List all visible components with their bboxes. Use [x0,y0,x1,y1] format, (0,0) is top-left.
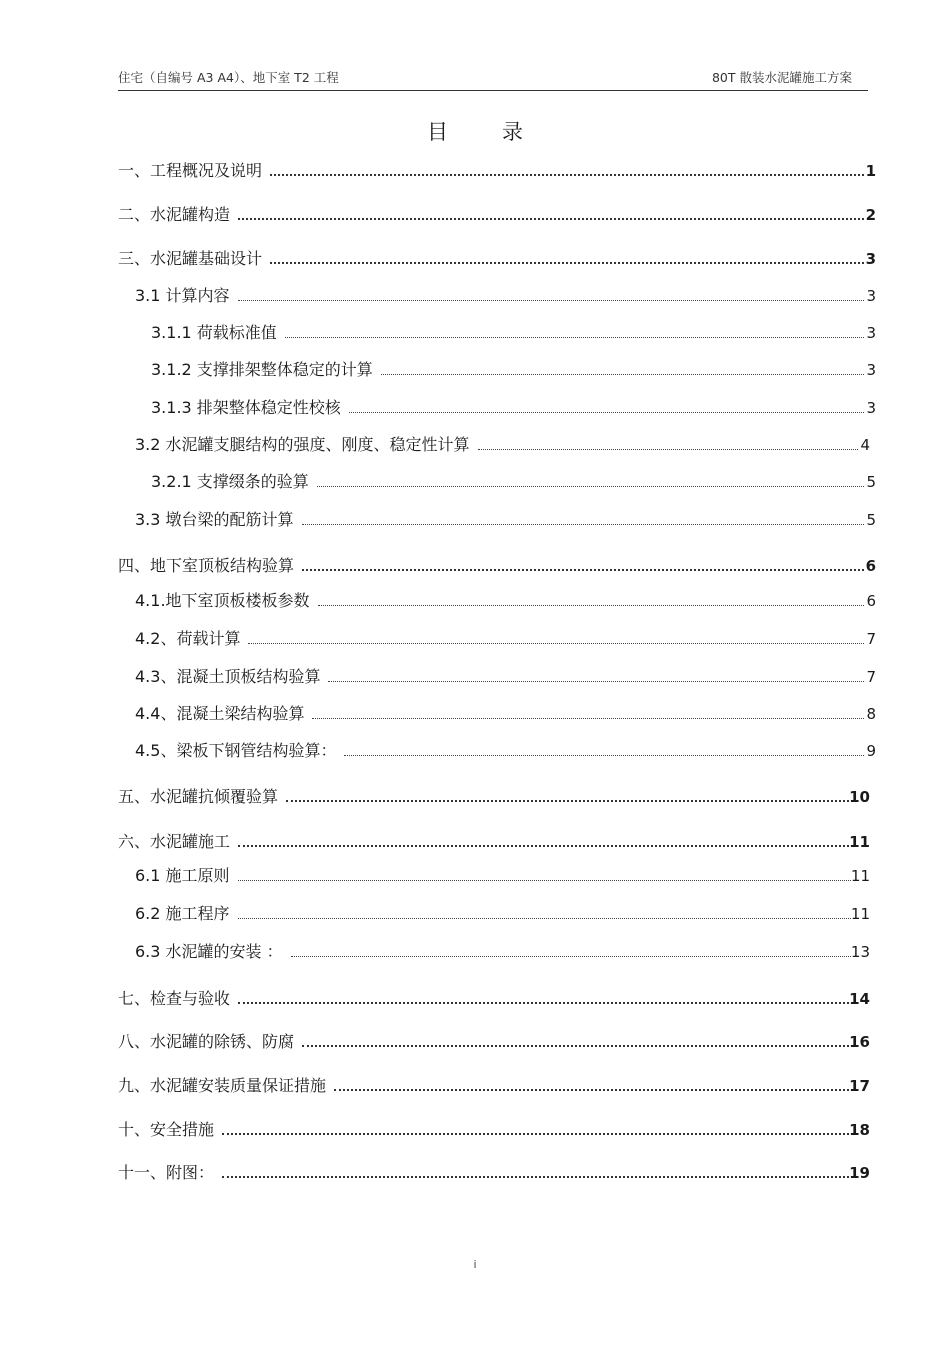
toc-entry[interactable] [118,1028,870,1052]
toc-entry-page: 18 [849,1121,870,1139]
toc-entry-label: 4.2、荷载计算 [135,629,241,648]
toc-entry[interactable] [135,700,876,724]
toc-entry-label: 五、水泥罐抗倾覆验算 [118,787,279,806]
toc-entry[interactable] [151,319,876,343]
toc-entry-label: 6.2 施工程序 [135,904,230,923]
toc-entry-page: 16 [849,1033,870,1051]
toc-entry[interactable] [118,1159,870,1183]
toc-entry[interactable] [135,625,876,649]
toc-entry-label: 3.3 墩台梁的配筋计算 [135,510,294,529]
toc-entry[interactable] [135,862,870,886]
toc-entry-label: 七、检查与验收 [118,989,231,1008]
toc-entry-label: 6.3 水泥罐的安装 ： [135,942,283,961]
toc-entry-page: 11 [849,833,870,851]
toc-entry[interactable] [118,245,876,269]
toc-entry-page: 14 [849,990,870,1008]
toc-entry-label: 3.2.1 支撑缀条的验算 [151,472,309,491]
toc-entry[interactable] [118,157,876,181]
toc-entry-label: 3.1.2 支撑排架整体稳定的计算 [151,360,373,379]
toc-entry-label: 3.1.1 荷载标准值 [151,323,277,342]
toc-entry-page: 9 [866,742,876,760]
toc-entry-page: 17 [849,1077,870,1095]
toc-entry-label: 6.1 施工原则 [135,866,230,885]
toc-entry-label: 九、水泥罐安装质量保证措施 [118,1076,327,1095]
toc-entry-page: 5 [866,473,876,491]
toc-entry-page: 11 [850,905,870,923]
toc-entry-page: 13 [850,943,870,961]
toc-entry-page: 11 [850,867,870,885]
header-project-name: 住宅（自编号 A3 A4）、地下室 T2 工程 [118,70,339,85]
toc-entry-page: 10 [849,788,870,806]
toc-entry-page: 8 [866,705,876,723]
toc-entry-page: 3 [866,287,876,305]
toc-entry[interactable] [135,938,870,962]
toc-entry-page: 6 [866,592,876,610]
toc-entry[interactable] [151,394,876,418]
toc-entry[interactable] [118,552,876,576]
toc-entry[interactable] [135,737,876,761]
toc-entry-label: 八、水泥罐的除锈、防腐 [118,1032,295,1051]
toc-entry-label: 一、工程概况及说明 [118,161,263,180]
toc-entry-label: 3.2 水泥罐支腿结构的强度、刚度、稳定性计算 [135,435,470,454]
toc-entry[interactable] [151,356,876,380]
toc-entry-label: 4.1.地下室顶板楼板参数 [135,591,310,610]
toc-entry[interactable] [118,828,870,852]
header-document-name: 80T 散装水泥罐施工方案 [711,70,852,85]
toc-entry-label: 4.4、混凝土梁结构验算 [135,704,305,723]
toc-entry-page: 3 [866,361,876,379]
toc-entry-label: 十、安全措施 [118,1120,215,1139]
toc-entry-label: 六、水泥罐施工 [118,832,231,851]
toc-entry[interactable] [135,900,870,924]
toc-entry[interactable] [135,506,876,530]
toc-entry-page: 2 [865,206,876,224]
toc-entry-label: 二、水泥罐构造 [118,205,231,224]
toc-entry[interactable] [135,587,876,611]
page-number: i [473,1258,477,1271]
toc-entry[interactable] [135,431,870,455]
toc-entry-page: 3 [866,324,876,342]
toc-entry[interactable] [118,783,870,807]
toc-entry-label: 三、水泥罐基础设计 [118,249,263,268]
toc-entry-page: 7 [866,630,876,648]
toc-entry-page: 3 [865,250,876,268]
toc-entry[interactable] [151,468,876,492]
toc-entry[interactable] [118,201,876,225]
toc-entry-page: 7 [866,668,876,686]
toc-entry-page: 5 [866,511,876,529]
toc-entry-page: 3 [866,399,876,417]
toc-entry-label: 4.3、混凝土顶板结构验算 [135,667,321,686]
toc-entry[interactable] [135,282,876,306]
toc-entry-label: 四、地下室顶板结构验算 [118,556,295,575]
toc-entry-page: 6 [865,557,876,575]
toc-entry-label: 3.1.3 排架整体稳定性校核 [151,398,341,417]
toc-entry[interactable] [118,985,870,1009]
toc-entry-page: 1 [865,162,876,180]
toc-entry-label: 4.5、梁板下钢管结构验算： [135,741,337,760]
toc-entry[interactable] [135,663,876,687]
toc-entry[interactable] [118,1116,870,1140]
toc-entry-page: 4 [860,436,870,454]
toc-title: 目录 [427,120,577,144]
toc-entry-page: 19 [849,1164,870,1182]
toc-entry[interactable] [118,1072,870,1096]
toc-entry-label: 3.1 计算内容 [135,286,230,305]
toc-entry-label: 十一、附图： [118,1163,215,1182]
